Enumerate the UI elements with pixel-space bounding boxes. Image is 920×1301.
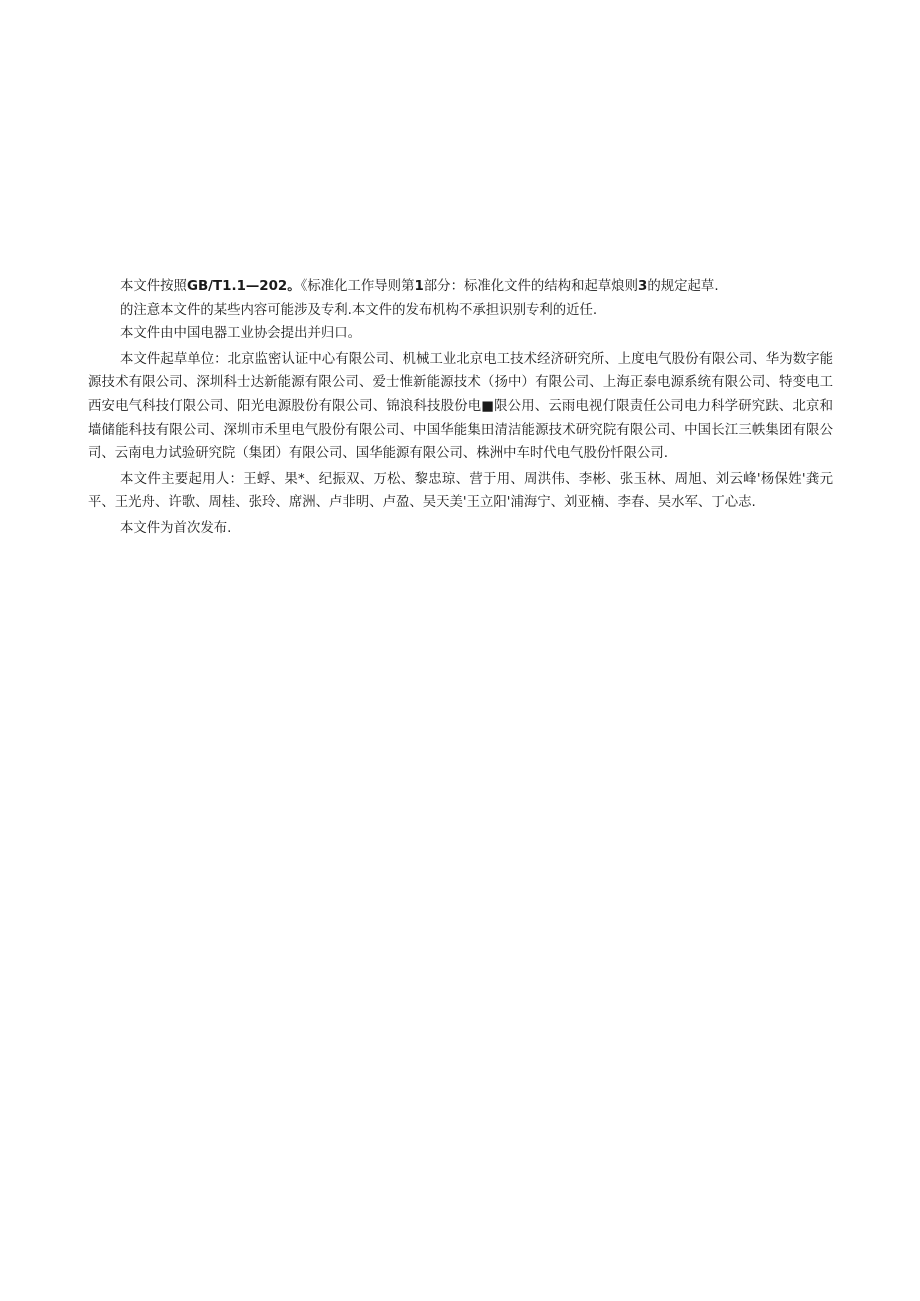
text-rest2: 部分：标准化文件的结构和起草烺则: [423, 279, 639, 294]
standard-number: GB/T1.1—202。: [186, 279, 301, 294]
paragraph-patent-notice: 的注意本文件的某些内容可能涉及专利.本文件的发布机构不承担识别专利的近任.: [120, 302, 598, 318]
text-prefix: 本文件按照: [120, 279, 187, 294]
part-number: 1: [414, 279, 424, 294]
paragraph-standard-basis: [88, 275, 833, 299]
paragraph-first-release: 本文件为首次发布.: [120, 520, 232, 536]
paragraph-drafting-units: 本文件起草单位：北京监密认证中心有限公司、机械工业北京电工技术经济研究所、上度电气股份有限公司、华为数字能源技术有限公司、深圳科士达新能源有限公司、爱士惟新能源技术（扬中）有限公司、上海正泰电源系统有限公司、特变电工西安电气科技仃限公司、阳光电源股份有限公司、锦浪科技股份电■限公用、云雨电视仃限责任公司电力科学研究趺、北京和墙储能科技有限公司、深圳市禾里电气股份有限公司、中国华能集田清洁能源技术研究院有限公司、中国长江三帙集团有限公司、云南电力试验研究院（集团）有限公司、国华能源有限公司、株洲中车时代电气股份忏限公司.: [88, 351, 833, 462]
text-rest3: 的规定起草.: [647, 279, 719, 294]
paragraph-drafters: 本文件主要起用人：王蜉、果*、纪振双、万松、黎忠琼、营于用、周洪伟、李彬、张玉林、周旭、刘云峰'杨保姓'龚元平、王光舟、许歌、周桂、张玲、席洲、卢非明、卢盈、吴天美'王立阳'浦海宁、刘亚楠、李春、吴水军、丁心志.: [88, 471, 833, 511]
text-rest: 《标准化工作导则第: [300, 279, 415, 294]
paragraph-proposer: 本文件由中国电器工业协会提出并归口。: [120, 326, 362, 342]
section-number: 3: [638, 279, 648, 294]
document-body: [88, 275, 833, 543]
